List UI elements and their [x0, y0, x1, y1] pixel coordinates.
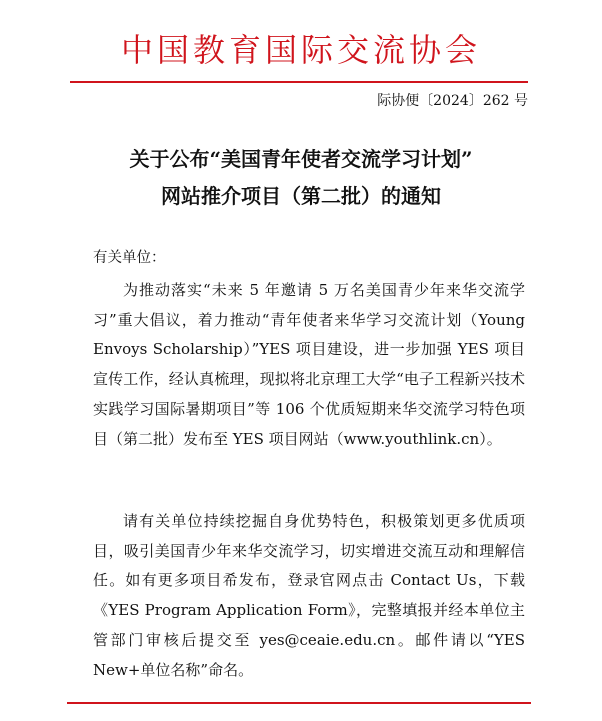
body-paragraph-2: 请有关单位持续挖掘自身优势特色，积极策划更多优质项目，吸引美国青少年来华交流学习，切实增进交流互动和理解信任。如有更多项目希发布，登录官网点击 Contact Us，下载《YES Program Application Form》，完整填报并经本单位主管部门审核后提交至 yes@ceaie.edu.cn。邮件请以“YES New+单位名称”命名。: [93, 512, 525, 679]
salutation: 有关单位：: [93, 250, 166, 266]
organization-header: 中国教育国际交流协会: [120, 31, 481, 69]
document-number: 际协便〔2024〕262 号: [377, 93, 528, 109]
notice-title-line-1: 关于公布“美国青年使者交流学习计划”: [129, 147, 473, 171]
footer-red-rule: [67, 702, 531, 704]
notice-title-line-2: 网站推介项目（第二批）的通知: [161, 184, 441, 208]
header-red-rule: [70, 81, 528, 83]
body-paragraph-1: 为推动落实“未来 5 年邀请 5 万名美国青少年来华交流学习”重大倡议，着力推动“青年使者来华学习交流计划（Young Envoys Scholarship）”YES 项目建设，进一步加强 YES 项目宣传工作，经认真梳理，现拟将北京理工大学“电子工程新兴技术实践学习国际暑期项目”等 106 个优质短期来华交流学习特色项目（第二批）发布至 YES 项目网站（www.youthlink.cn）。: [93, 281, 525, 448]
